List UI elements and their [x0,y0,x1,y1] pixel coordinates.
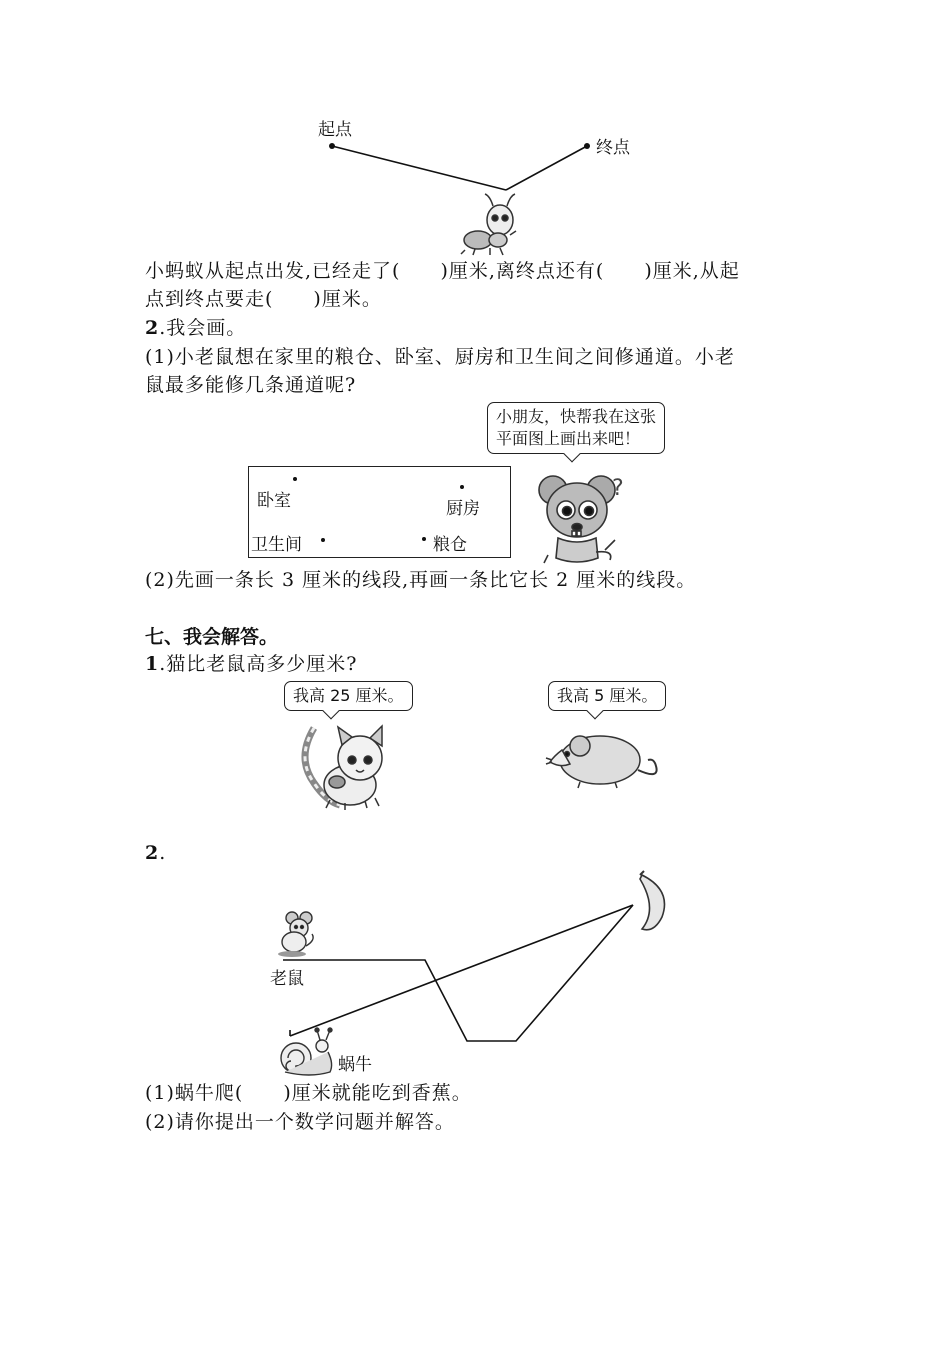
bubble-line1: 小朋友，快帮我在这张 [496,407,657,426]
banana-illustration [640,871,665,930]
section7-heading: 七、我会解答。 [145,626,279,648]
cat-illustration [305,726,382,810]
path-diagram [283,905,633,1041]
granary-dot [422,537,426,541]
snail-label: 蜗牛 [338,1055,372,1075]
start-point-label: 起点 [318,120,352,140]
section7-sub1: (1)蜗牛爬( )厘米就能吃到香蕉。 [145,1082,472,1104]
granary-label: 粮仓 [433,535,467,555]
section7-q2 [145,840,166,867]
q2-part1-line1: (1)小老鼠想在家里的粮仓、卧室、厨房和卫生间之间修通道。小老 [145,346,735,368]
q2-heading [145,315,246,342]
q2-number: 2 [145,317,160,339]
section7-q1 [145,651,357,678]
q2-title: .我会画。 [159,317,247,339]
ant-problem-line2: 点到终点要走( )厘米。 [145,288,382,310]
mouse-speech-bubble [487,402,665,454]
mouse-label: 老鼠 [270,969,304,989]
section7-q1-text: .猫比老鼠高多少厘米? [159,653,358,675]
small-mouse-illustration [278,912,313,957]
bubble-line2: 平面图上画出来吧！ [496,429,641,448]
bathroom-dot [321,538,325,542]
svg-text:?: ? [612,476,624,501]
section7-q1-number: 1 [145,653,160,675]
floor-plan-map [248,466,511,558]
kitchen-dot [460,485,464,489]
bedroom-dot [293,477,297,481]
section7-sub2: (2)请你提出一个数学问题并解答。 [145,1111,455,1133]
mouse-character-illustration [539,476,624,563]
mouse-height-bubble: 我高 5 厘米。 [548,681,666,711]
rat-illustration [546,736,657,788]
cat-speech-bubble: 我高 25 厘米。 [284,681,413,711]
section7-q2-number: 2 [145,842,160,864]
q2-part2: (2)先画一条长 3 厘米的线段,再画一条比它长 2 厘米的线段。 [145,569,697,591]
bedroom-label: 卧室 [257,491,291,511]
q2-part1-line2: 鼠最多能修几条通道呢? [145,374,357,396]
kitchen-label: 厨房 [446,499,480,519]
section7-q2-dot: . [159,842,167,864]
ant-route [329,143,590,190]
ant-problem-line1: 小蚂蚁从起点出发,已经走了( )厘米,离终点还有( )厘米,从起 [145,260,740,282]
ant-illustration [461,194,516,255]
bathroom-label: 卫生间 [251,535,302,555]
snail-illustration [281,1028,332,1075]
end-point-label: 终点 [596,138,630,158]
